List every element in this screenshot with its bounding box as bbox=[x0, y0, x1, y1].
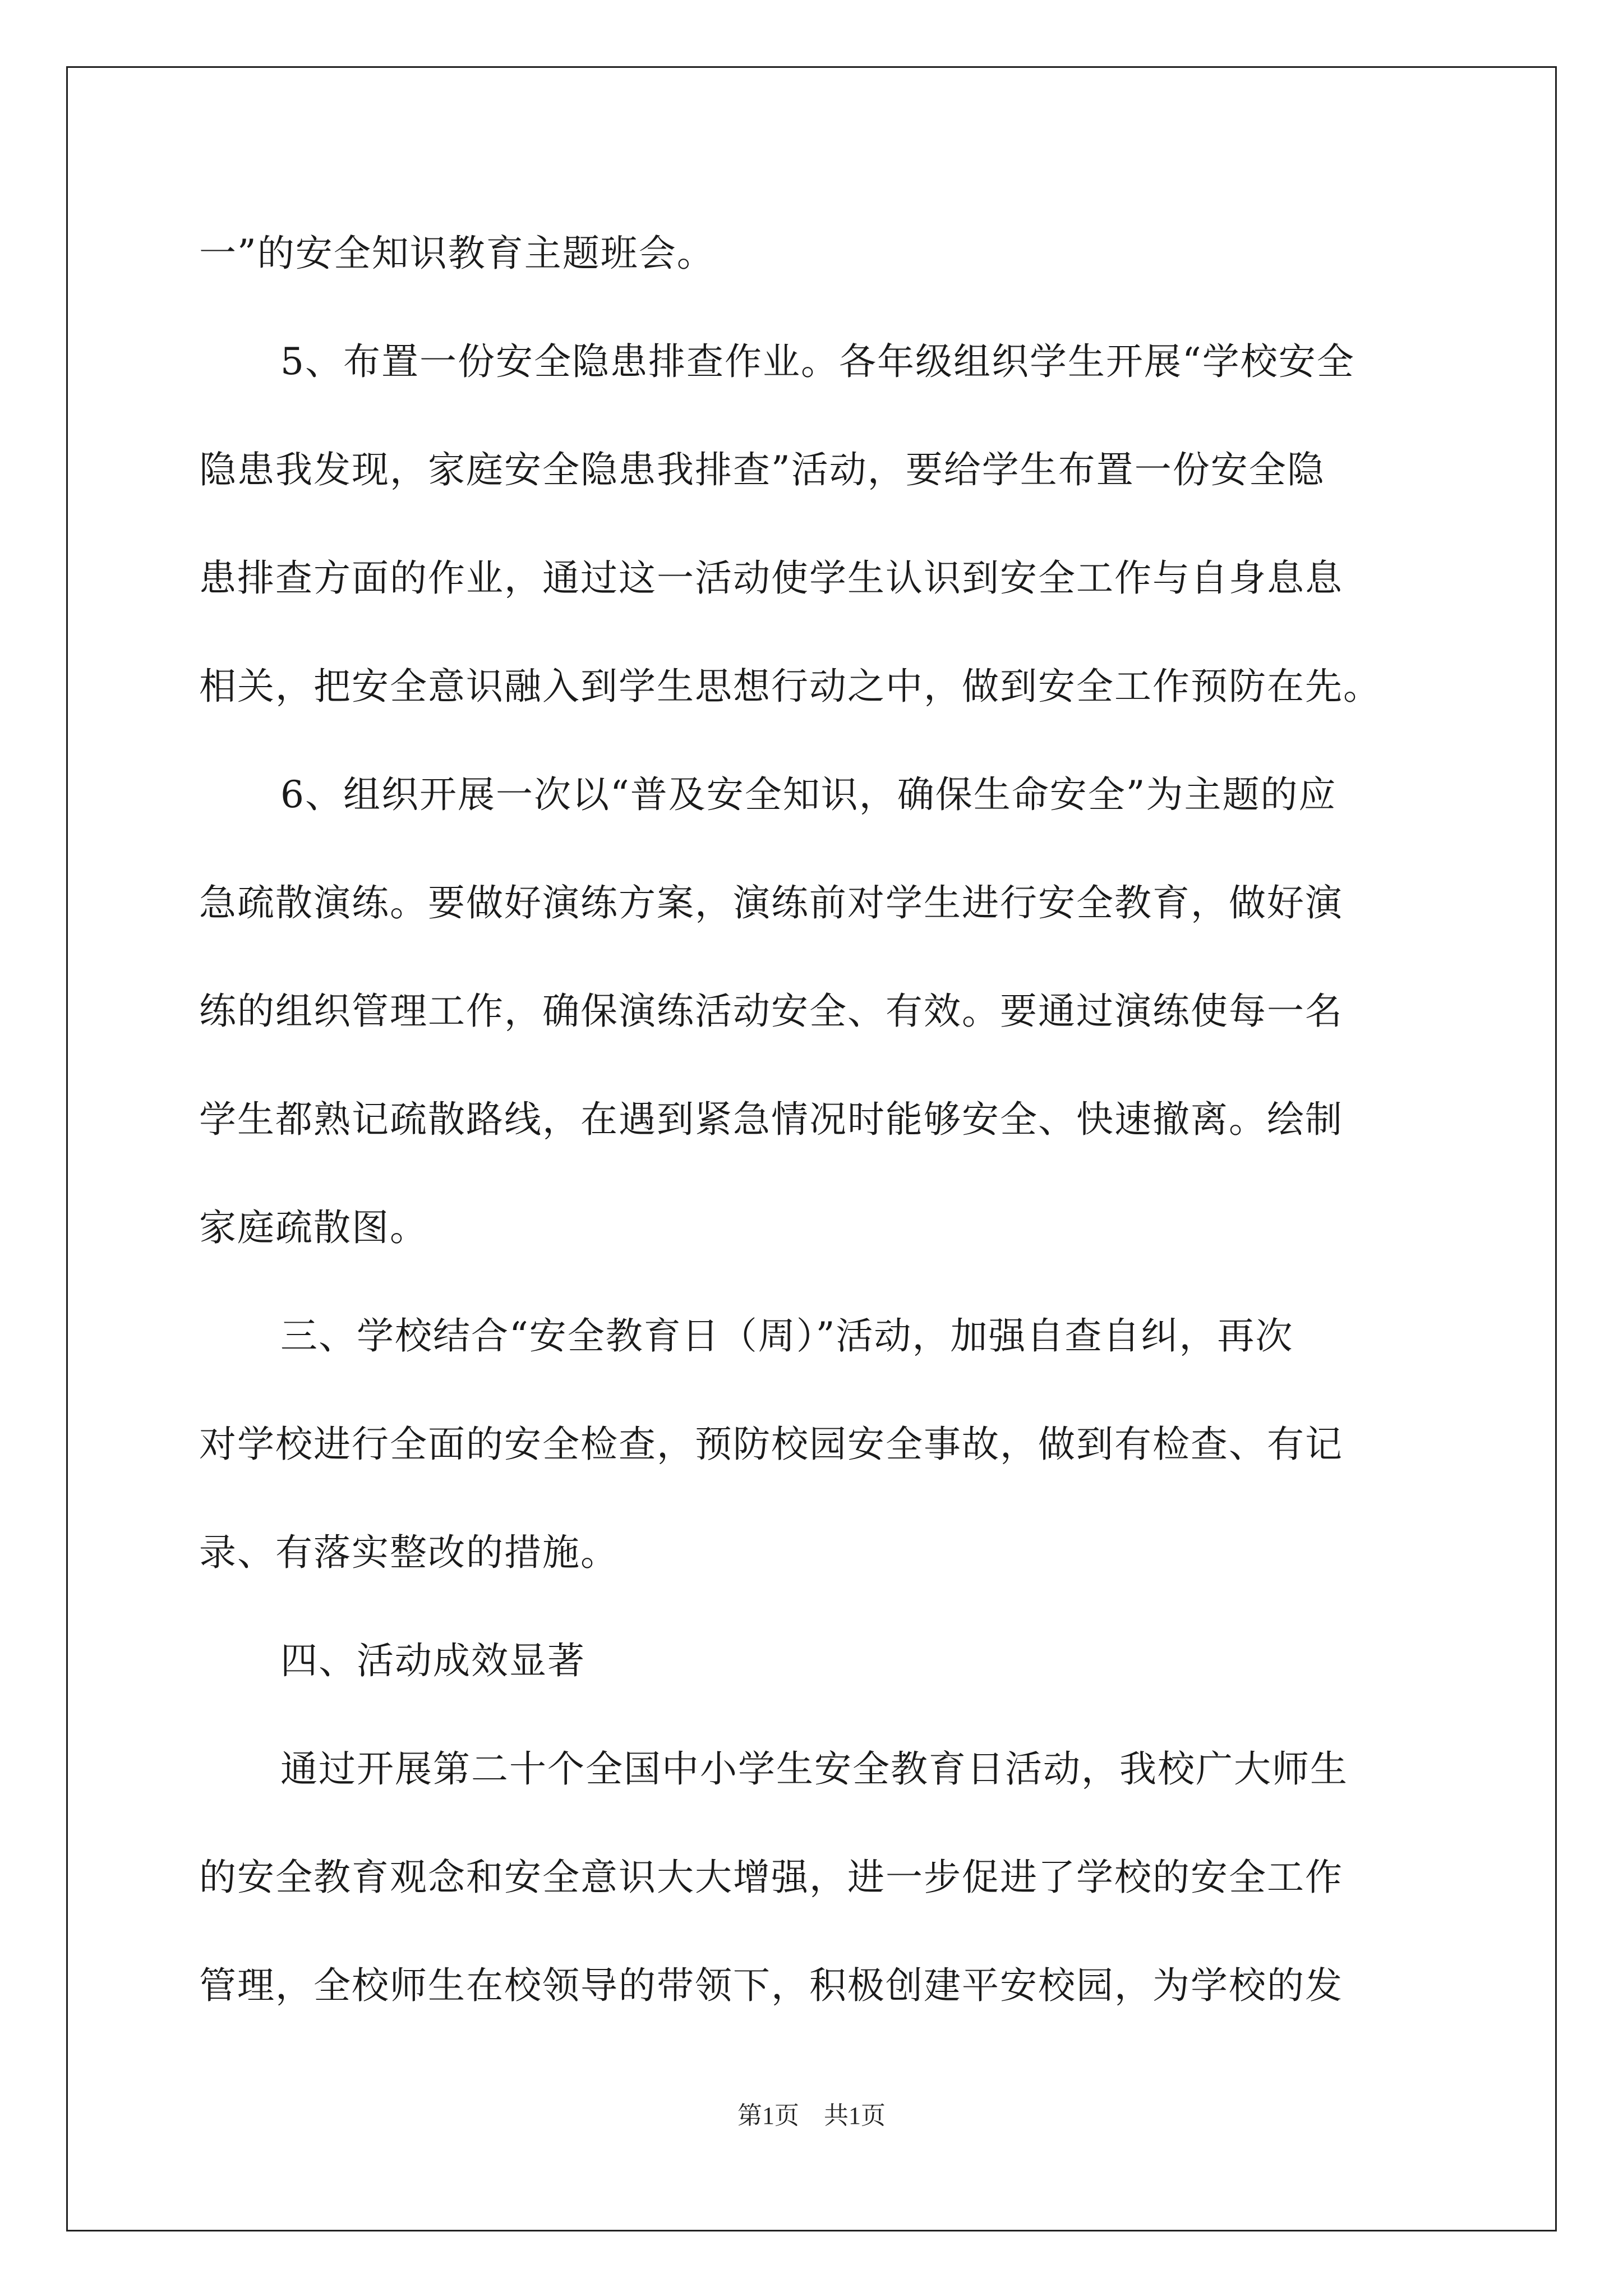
text-line: 6、组织开展一次以“普及安全知识，确保生命安全”为主题的应 bbox=[280, 773, 1337, 816]
text-line: 三、学校结合“安全教育日（周）”活动，加强自查自纠，再次 bbox=[280, 1314, 1294, 1358]
paragraph-5 bbox=[199, 1715, 1433, 2040]
paragraph-1 bbox=[199, 199, 1433, 307]
text-line: 对学校进行全面的安全检查，预防校园安全事故，做到有检查、有记 bbox=[199, 1423, 1343, 1466]
text-line: 急疏散演练。要做好演练方案，演练前对学生进行安全教育，做好演 bbox=[199, 881, 1343, 924]
text-line: 一”的安全知识教育主题班会。 bbox=[199, 232, 715, 275]
text-line: 相关，把安全意识融入到学生思想行动之中，做到安全工作预防在先。 bbox=[199, 665, 1381, 708]
paragraph-4 bbox=[199, 1282, 1433, 1607]
section-heading bbox=[199, 1607, 1433, 1715]
page-number-footer: 第1页 共1页 bbox=[737, 2102, 886, 2129]
text-line: 录、有落实整改的措施。 bbox=[199, 1531, 619, 1574]
text-line: 家庭疏散图。 bbox=[199, 1206, 428, 1249]
text-line: 的安全教育观念和安全意识大大增强，进一步促进了学校的安全工作 bbox=[199, 1856, 1343, 1899]
text-line: 学生都熟记疏散路线，在遇到紧急情况时能够安全、快速撤离。绘制 bbox=[199, 1098, 1343, 1141]
document-body bbox=[199, 199, 1433, 2040]
text-line: 通过开展第二十个全国中小学生安全教育日活动，我校广大师生 bbox=[280, 1747, 1348, 1791]
paragraph-3 bbox=[199, 740, 1433, 1282]
text-line: 患排查方面的作业，通过这一活动使学生认识到安全工作与自身息息 bbox=[199, 556, 1343, 600]
paragraph-2 bbox=[199, 307, 1433, 740]
text-line: 5、布置一份安全隐患排查作业。各年级组织学生开展“学校安全 bbox=[280, 340, 1355, 383]
text-line: 隐患我发现，家庭安全隐患我排查”活动，要给学生布置一份安全隐 bbox=[199, 448, 1325, 491]
text-line: 四、活动成效显著 bbox=[280, 1639, 585, 1682]
text-line: 管理，全校师生在校领导的带领下，积极创建平安校园，为学校的发 bbox=[199, 1964, 1343, 2007]
text-line: 练的组织管理工作，确保演练活动安全、有效。要通过演练使每一名 bbox=[199, 990, 1343, 1033]
